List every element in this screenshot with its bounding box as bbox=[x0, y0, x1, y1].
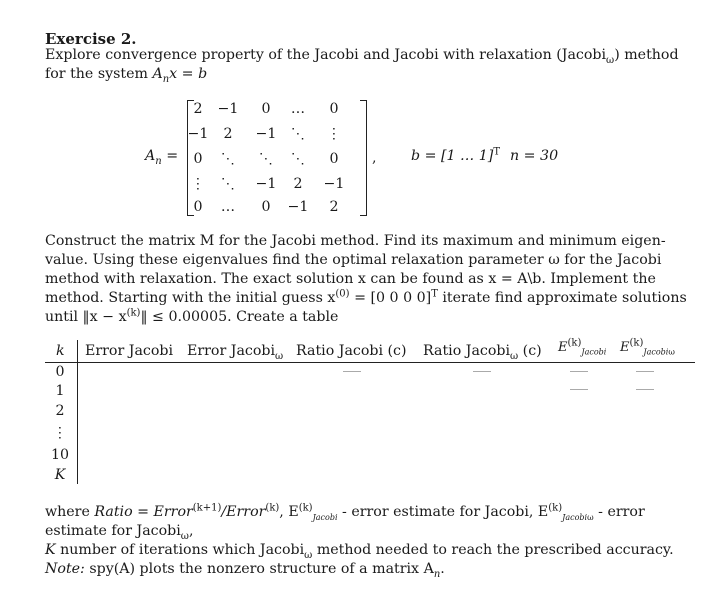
table-k-value: ⋮ bbox=[52, 425, 68, 441]
table-dash-e-jacobi-w-0 bbox=[636, 371, 654, 372]
matrix-right-bracket bbox=[360, 100, 367, 216]
table-k-value: 0 bbox=[55, 364, 65, 380]
table-dash-e-jacobi-1 bbox=[570, 389, 588, 390]
table-header-ratio-jacobi: Ratio Jacobi (c) bbox=[296, 343, 407, 359]
exercise-title: Exercise 2. bbox=[45, 30, 137, 48]
matrix-cell: 0 bbox=[261, 199, 271, 215]
table-k-value: K bbox=[54, 467, 66, 483]
footer-line-4: Note: spy(A) plots the nonzero structure of a matrix $A_n$. bbox=[45, 561, 445, 580]
footer-line-1: where Ratio = Error$^{(k+1)}$/Error$^{(k)}$, $E^{(k)}_{Jacobi}$ - error estimate for Jacobi, $E^{(k)}_{Jacobi\omega}$ - error bbox=[45, 502, 645, 522]
matrix-cell: 2 bbox=[293, 176, 303, 192]
matrix-cell: ⋱ bbox=[290, 126, 306, 142]
table-header-k: k bbox=[56, 343, 65, 359]
matrix-cell: 0 bbox=[261, 101, 271, 117]
table-k-value: 1 bbox=[55, 383, 65, 399]
matrix-cell: 0 bbox=[193, 151, 203, 167]
table-header-ratio-jacobi-w: Ratio Jacobi$_\omega$ (c) bbox=[423, 343, 542, 362]
table-header-rule bbox=[45, 362, 695, 363]
table-dash-e-jacobi-w-1 bbox=[636, 389, 654, 390]
table-k-value: 2 bbox=[55, 403, 65, 419]
matrix-cell: ⋮ bbox=[190, 176, 206, 192]
table-dash-ratio-jacobi bbox=[343, 371, 361, 372]
body-line-2: value. Using these eigenvalues find the optimal relaxation parameter ω for the Jacobi bbox=[45, 252, 662, 268]
table-dash-e-jacobi-0 bbox=[570, 371, 588, 372]
matrix-cell: −1 bbox=[287, 199, 309, 215]
matrix-cell: −1 bbox=[187, 126, 209, 142]
body-line-1: Construct the matrix M for the Jacobi method. Find its maximum and minimum eigen- bbox=[45, 233, 666, 249]
table-k-value: 10 bbox=[50, 447, 70, 463]
body-line-4: method. Starting with the initial guess $x^{(0)} = [0$ 0 0 0]$^T$ iterate find approximate solutions bbox=[45, 288, 687, 306]
body-line-5: until ‖x − $x^{(k)}‖ \le 0.00005$. Create a table bbox=[45, 307, 339, 325]
matrix-cell: ⋮ bbox=[326, 126, 342, 142]
table-header-e-jacobi: $E^{(k)}_{Jacobi}$ bbox=[558, 337, 607, 357]
matrix-cell: 2 bbox=[223, 126, 233, 142]
body-line-3: method with relaxation. The exact solution x can be found as x = A\b. Implement the bbox=[45, 271, 656, 287]
matrix-cell: −1 bbox=[323, 176, 345, 192]
intro-line-1: Explore convergence property of the Jacobi and Jacobi with relaxation (Jacobi$_\omega$) method bbox=[45, 47, 679, 66]
footer-line-2: estimate for Jacobi$_\omega$, bbox=[45, 523, 194, 542]
table-column-rule bbox=[77, 340, 78, 484]
matrix-cell: 2 bbox=[193, 101, 203, 117]
table-dash-ratio-jacobi-w bbox=[473, 371, 491, 372]
matrix-label: $A_n$ = bbox=[145, 148, 179, 167]
matrix-cell: 0 bbox=[329, 101, 339, 117]
matrix-cell: ⋱ bbox=[220, 151, 236, 167]
matrix-cell: 0 bbox=[193, 199, 203, 215]
matrix-comma: , bbox=[372, 150, 377, 166]
intro-line-2: for the system $A_nx = b$ bbox=[45, 66, 208, 85]
matrix-cell: 2 bbox=[329, 199, 339, 215]
table-header-error-jacobi: Error Jacobi bbox=[85, 343, 174, 359]
matrix-cell: −1 bbox=[217, 101, 239, 117]
matrix-cell: ⋱ bbox=[258, 151, 274, 167]
matrix-cell: −1 bbox=[255, 126, 277, 142]
matrix-cell: … bbox=[220, 199, 236, 215]
matrix-cell: 0 bbox=[329, 151, 339, 167]
footer-line-3: K number of iterations which Jacobi$_\omega$ method needed to reach the prescribed accuracy. bbox=[45, 542, 674, 561]
matrix-cell: −1 bbox=[255, 176, 277, 192]
n-definition: n = 30 bbox=[510, 148, 559, 164]
b-definition: b = [1 … 1]$^T$ bbox=[411, 146, 500, 164]
matrix-cell: ⋱ bbox=[290, 151, 306, 167]
table-header-error-jacobi-w: Error Jacobi$_\omega$ bbox=[187, 343, 284, 362]
table-header-e-jacobi-w: $E^{(k)}_{Jacobi\omega}$ bbox=[620, 337, 675, 357]
matrix-cell: … bbox=[290, 101, 306, 117]
matrix-cell: ⋱ bbox=[220, 176, 236, 192]
